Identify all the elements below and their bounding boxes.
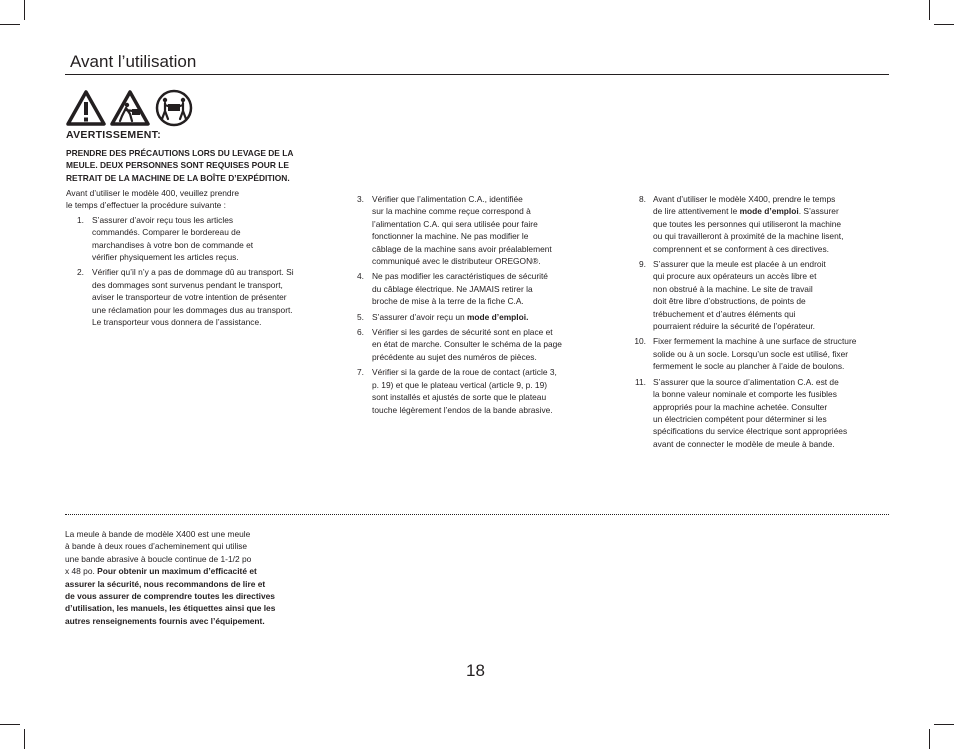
list-item — [350, 326, 600, 363]
title-rule — [65, 74, 889, 75]
item-number: 6. — [357, 327, 364, 338]
two-person-lift-icon — [154, 89, 194, 127]
safety-emphasis: Pour obtenir un maximum d’efficacité et assurer la sécurité, nous recommandons de lire et de vous assurer de comprendre toutes les directives d’utilisation, les manuels, les étiquettes ainsi que les autres renseignements fournis avec l’équipement. — [65, 566, 276, 626]
list-item — [350, 193, 600, 267]
crop-mark — [934, 24, 954, 25]
warning-heading: AVERTISSEMENT: — [66, 129, 162, 141]
item-number: 1. — [77, 214, 84, 225]
item-text: Vérifier qu’il n’y a pas de dommage dû au transport. Si des dommages sont survenus pendant le transport, aviser le transporteur de votre intention de présenter une réclamation pour les dommages dus au transport. Le transporteur vous donnera de l’assistance. — [92, 267, 294, 328]
item-number: 2. — [77, 267, 84, 278]
item-number: 4. — [357, 271, 364, 282]
item-text: Ne pas modifier les caractéristiques de sécurité du câblage électrique. Ne JAMAIS retirer la broche de mise à la terre de la fiche C.A. — [372, 271, 548, 307]
list-item — [630, 193, 895, 255]
crop-mark — [24, 729, 25, 749]
list-item — [350, 311, 600, 323]
list-item — [630, 335, 895, 372]
list-item — [630, 376, 895, 450]
item-text: S’assurer d’avoir reçu un mode d’emploi. — [372, 311, 529, 322]
page-title: Avant l’utilisation — [70, 52, 197, 71]
crop-mark — [929, 729, 930, 749]
list-item — [66, 214, 336, 264]
warning-icons — [66, 89, 194, 127]
column-1 — [66, 187, 336, 328]
item-text: Avant d’utiliser le modèle X400, prendre le temps de lire attentivement le mode d’emploi. S’assurer que toutes les personnes qui utiliseront la machine ou qui travailleront à proximité de la machine lisent, comprennent et se conforment à ces directives. — [653, 194, 844, 254]
item-number: 10. — [634, 336, 646, 347]
item-text: S’assurer d’avoir reçu tous les articles commandés. Comparer le bordereau de marchandises à votre bon de commande et vérifier physiquement les articles reçus. — [92, 214, 254, 263]
item-text: S’assurer que la meule est placée à un endroit qui procure aux opérateurs un accès libre et non obstrué à la machine. Le site de travail doit être libre d’obstructions, de points de trébuchement et d’autres éléments qui pourraient réduire la sécurité de l’opérateur. — [653, 259, 826, 332]
item-number: 7. — [357, 367, 364, 378]
item-number: 11. — [634, 376, 646, 387]
manual-emphasis: mode d’emploi. — [466, 311, 529, 322]
crop-mark — [24, 0, 25, 20]
item-number: 5. — [357, 311, 364, 322]
item-text: Fixer fermement la machine à une surface de structure solide ou à un socle. Lorsqu’un socle est utilisé, fixer fermement le socle au plancher à l’aide de boulons. — [653, 336, 857, 372]
crop-mark — [0, 24, 20, 25]
item-text: S’assurer que la source d’alimentation C.A. est de la bonne valeur nominale et comporte les fusibles appropriés pour la machine achetée. Consulter un électricien compétent pour déterminer si les spécifications du service électrique sont appropriées avant de connecter le modèle de meule à bande. — [653, 376, 848, 449]
list-item — [350, 366, 600, 416]
list-item — [66, 266, 336, 328]
item-number: 3. — [357, 194, 364, 204]
item-number: 9. — [639, 259, 646, 270]
list-item — [350, 270, 600, 307]
item-number: 8. — [639, 194, 646, 204]
list-item — [630, 258, 895, 332]
intro-paragraph: Avant d’utiliser le modèle 400, veuillez prendre le temps d’effectuer la procédure suivante : — [66, 188, 240, 211]
item-text: Vérifier que l’alimentation C.A., identifiée sur la machine comme reçue correspond à l’alimentation C.A. qui sera utilisée pour faire fonctionner la machine. Ne pas modifier le câblage de la machine sans avoir préalablement communiqué avec le distributeur OREGON®. — [372, 194, 552, 267]
item-text: Vérifier si les gardes de sécurité sont en place et en état de marche. Consulter le schéma de la page précédente au sujet des numéros de pièces. — [372, 327, 562, 362]
product-description: La meule à bande de modèle X400 est une meule à bande à deux roues d’acheminement qui utilise une bande abrasive à boucle continue de 1-1/2 po x 48 po. Pour obtenir un maximum d’efficacité et assurer la sécurité, nous recommandons de lire et de vous assurer de comprendre toutes les directives d’utilisation, les manuels, les étiquettes ainsi que les autres renseignements fournis avec l’équipement. — [65, 529, 276, 626]
crop-mark — [929, 0, 930, 20]
column-2 — [350, 193, 600, 416]
dotted-divider — [65, 514, 889, 515]
manual-emphasis: mode d’emploi — [739, 206, 799, 217]
item-text: Vérifier si la garde de la roue de contact (article 3, p. 19) et que le plateau vertical (article 9, p. 19) sont installés et ajustés de sorte que le plateau touche légèrement l’endos de la bande abrasive. — [372, 367, 557, 415]
heavy-lift-triangle-icon — [110, 90, 150, 126]
column-3 — [630, 193, 895, 450]
warning-text: PRENDRE DES PRÉCAUTIONS LORS DU LEVAGE DE LA MEULE. DEUX PERSONNES SONT REQUISES POUR LE RETRAIT DE LA MACHINE DE LA BOÎTE D’EXPÉDITION. — [66, 148, 294, 183]
warning-triangle-icon — [66, 90, 106, 126]
crop-mark — [934, 724, 954, 725]
page-number: 18 — [466, 661, 485, 680]
crop-mark — [0, 724, 20, 725]
